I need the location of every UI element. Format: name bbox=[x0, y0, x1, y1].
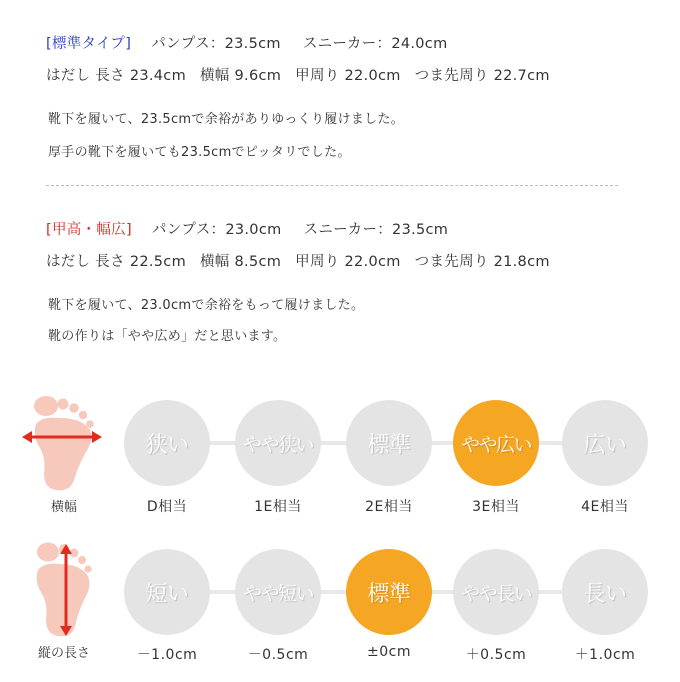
standard-measure-line bbox=[46, 64, 550, 85]
high-instep-measure-width: 横幅 8.5cm bbox=[200, 254, 282, 270]
length-sub-label: ＋1.0cm bbox=[574, 647, 636, 663]
high-instep-measure-toe: つま先周り 21.8cm bbox=[414, 254, 550, 270]
width-sub-label: 4E相当 bbox=[581, 499, 629, 515]
width-option-slightly-wide bbox=[453, 400, 539, 486]
standard-note-1: 靴下を履いて、23.5cmで余裕がありゆっくり履けました。 bbox=[48, 112, 405, 127]
length-option-text: 短い bbox=[145, 581, 189, 607]
width-option-text: 広い bbox=[583, 432, 627, 458]
length-foot bbox=[20, 542, 108, 661]
high-instep-section bbox=[46, 214, 636, 354]
high-instep-sneaker: スニーカー：23.5cm bbox=[303, 222, 449, 238]
high-instep-measure-line bbox=[46, 250, 550, 271]
width-option-text: やや広い bbox=[460, 433, 531, 456]
width-foot bbox=[20, 396, 108, 515]
section-divider bbox=[46, 185, 618, 186]
width-sub-label: D相当 bbox=[146, 499, 188, 515]
width-scale bbox=[0, 396, 680, 536]
width-option-text: 狭い bbox=[145, 432, 189, 458]
high-instep-note-2: 靴の作りは「やや広め」だと思います。 bbox=[48, 329, 287, 344]
high-instep-sizes-line bbox=[46, 218, 448, 239]
high-instep-note-1: 靴下を履いて、23.0cmで余裕をもって履けました。 bbox=[48, 298, 365, 313]
standard-note-2: 厚手の靴下を履いても23.5cmでピッタリでした。 bbox=[48, 145, 351, 160]
length-option-long bbox=[562, 549, 648, 635]
width-option-text: やや狭い bbox=[242, 433, 313, 456]
length-sub-label: －0.5cm bbox=[247, 647, 309, 663]
length-option-text: やや短い bbox=[242, 582, 313, 605]
length-sub-label: ±0cm bbox=[367, 644, 411, 660]
length-sub-label: －1.0cm bbox=[136, 647, 198, 663]
width-sub-label: 3E相当 bbox=[472, 499, 520, 515]
high-instep-measure-length: はだし 長さ 22.5cm bbox=[46, 254, 186, 270]
high-instep-pumps: パンプス：23.0cm bbox=[151, 222, 282, 238]
length-option-text: 標準 bbox=[367, 581, 411, 607]
length-option-standard bbox=[346, 549, 432, 635]
width-sub-label: 2E相当 bbox=[365, 499, 413, 515]
standard-measure-length: はだし 長さ 23.4cm bbox=[46, 68, 186, 84]
high-instep-measure-instep: 甲周り 22.0cm bbox=[295, 254, 401, 270]
standard-measure-instep: 甲周り 22.0cm bbox=[295, 68, 401, 84]
standard-section bbox=[46, 28, 636, 168]
width-option-wide bbox=[562, 400, 648, 486]
length-option-short bbox=[124, 549, 210, 635]
length-sub-label: ＋0.5cm bbox=[465, 647, 527, 663]
standard-sizes-line bbox=[46, 32, 448, 53]
width-option-narrow bbox=[124, 400, 210, 486]
length-scale bbox=[0, 542, 680, 682]
foot-width-icon bbox=[20, 396, 108, 496]
foot-length-icon bbox=[20, 542, 108, 642]
length-option-text: 長い bbox=[583, 581, 627, 607]
width-option-text: 標準 bbox=[367, 432, 411, 458]
standard-measure-toe: つま先周り 22.7cm bbox=[414, 68, 550, 84]
standard-sneaker: スニーカー：24.0cm bbox=[302, 36, 448, 52]
length-option-slightly-long bbox=[453, 549, 539, 635]
standard-pumps: パンプス：23.5cm bbox=[151, 36, 281, 52]
standard-measure-width: 横幅 9.6cm bbox=[200, 68, 282, 84]
high-instep-tag: [甲高・幅広] bbox=[46, 222, 132, 238]
width-option-slightly-narrow bbox=[235, 400, 321, 486]
length-option-slightly-short bbox=[235, 549, 321, 635]
standard-tag: [標準タイプ] bbox=[46, 36, 132, 52]
width-option-standard bbox=[346, 400, 432, 486]
length-scale-label: 縦の長さ bbox=[37, 646, 90, 661]
width-scale-label: 横幅 bbox=[50, 500, 77, 515]
length-option-text: やや長い bbox=[460, 582, 531, 605]
width-sub-label: 1E相当 bbox=[254, 499, 302, 515]
